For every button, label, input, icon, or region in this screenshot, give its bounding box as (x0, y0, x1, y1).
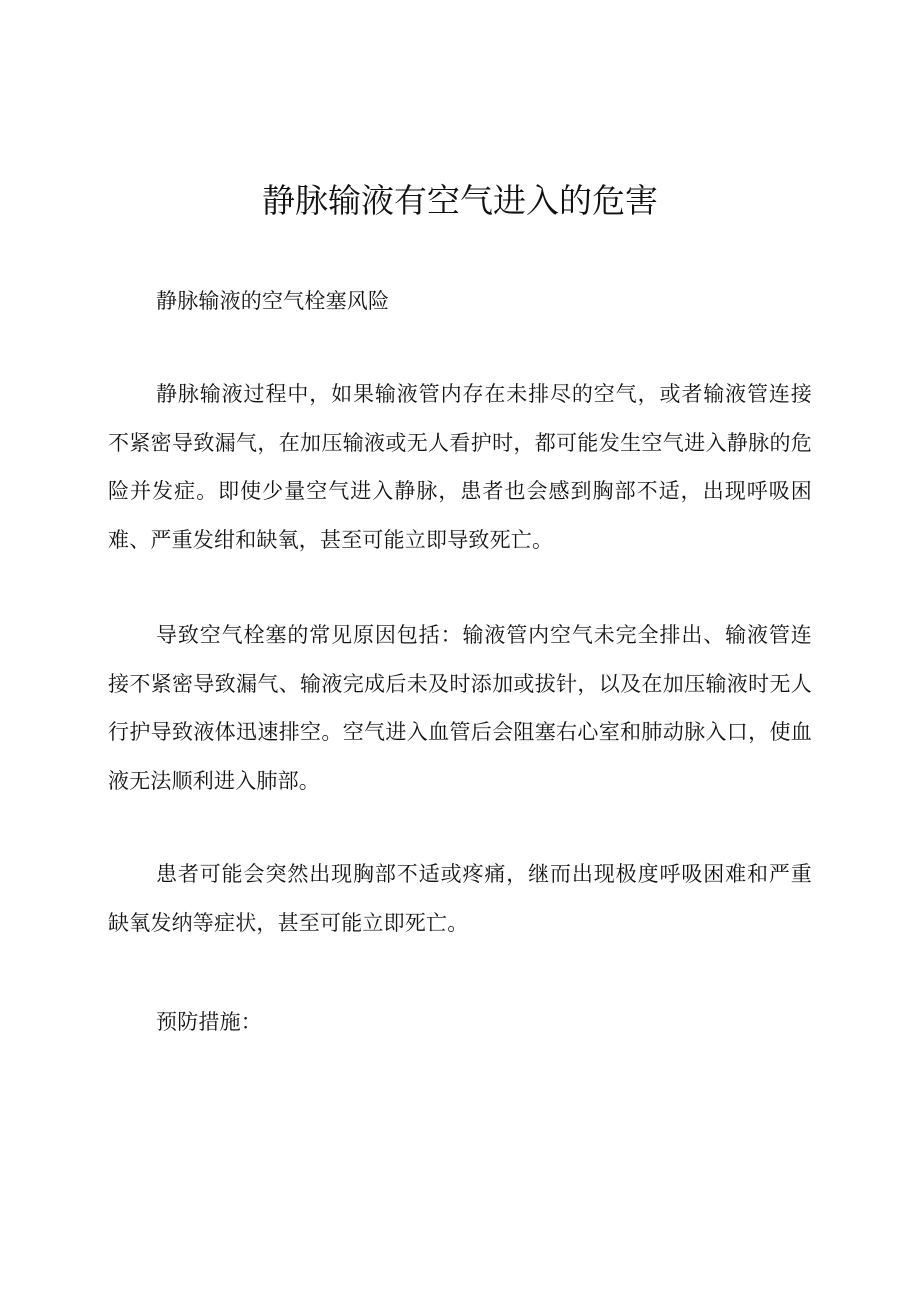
paragraph-symptoms: 患者可能会突然出现胸部不适或疼痛，继而出现极度呼吸困难和严重缺氧发纳等症状，甚至可能立即死亡。 (108, 862, 812, 935)
paragraph-common-causes: 导致空气栓塞的常见原因包括：输液管内空气未完全排出、输液管连接不紧密导致漏气、输液完成后未及时添加或拔针，以及在加压输液时无人行护导致液体迅速排空。空气进入血管后会阻塞右心室和肺动脉入口，使血液无法顺利进入肺部。 (108, 623, 812, 793)
paragraph-risk-overview: 静脉输液过程中，如果输液管内存在未排尽的空气，或者输液管连接不紧密导致漏气，在加压输液或无人看护时，都可能发生空气进入静脉的危险并发症。即使少量空气进入静脉，患者也会感到胸部不适，出现呼吸困难、严重发绀和缺氧，甚至可能立即导致死亡。 (108, 382, 812, 552)
paragraph-prevention-heading: 预防措施： (156, 1010, 262, 1034)
document-title: 静脉输液有空气进入的危害 (262, 181, 658, 220)
section-subtitle: 静脉输液的空气栓塞风险 (156, 289, 390, 313)
